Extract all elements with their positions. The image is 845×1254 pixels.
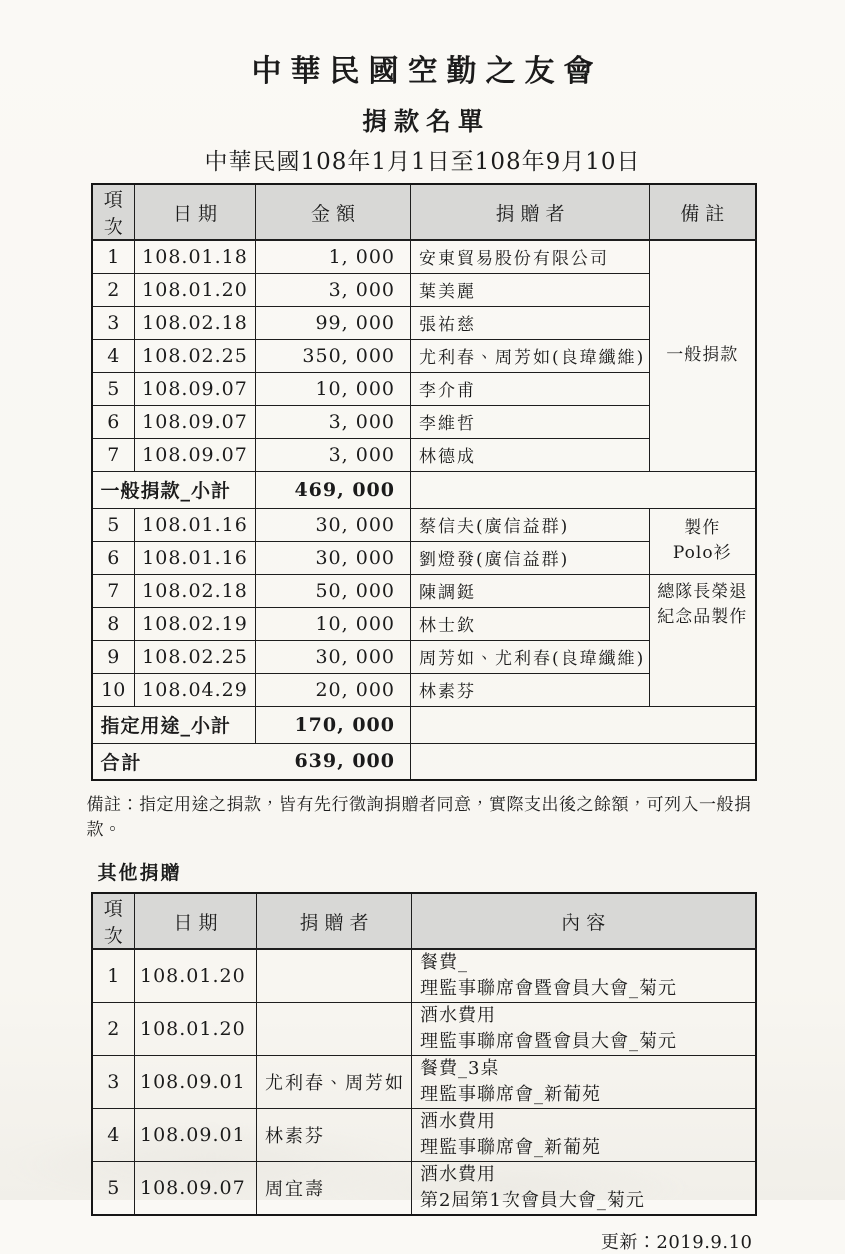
donor-cell: 林德成 <box>411 438 650 471</box>
date-cell: 108.09.01 <box>135 1056 257 1109</box>
item-no-cell: 4 <box>92 1109 135 1162</box>
content-cell <box>412 1056 756 1109</box>
report-date-range: 中華民國108年1月1日至108年9月10日 <box>204 149 641 175</box>
date-cell: 108.01.20 <box>135 949 257 1003</box>
document-subtitle: 捐款名單 <box>361 107 490 136</box>
amount-cell: 50, 000 <box>256 574 411 607</box>
item-no-cell: 5 <box>92 1162 135 1216</box>
other-table-header-row <box>92 893 756 949</box>
header-amount: 金額 <box>256 184 411 240</box>
document-sheet <box>86 0 755 1254</box>
table-row <box>92 574 756 607</box>
date-cell: 108.02.19 <box>135 607 256 640</box>
donor-cell: 葉美麗 <box>411 273 650 306</box>
content-line2: 理監事聯席會_新葡苑 <box>420 1084 601 1105</box>
donor-cell <box>257 949 412 1003</box>
item-no-cell: 9 <box>92 640 135 673</box>
donor-cell: 周宜壽 <box>257 1162 412 1216</box>
header-content: 內容 <box>412 893 756 949</box>
amount-cell: 350, 000 <box>256 339 411 372</box>
grand-total-row <box>92 743 756 780</box>
general-subtotal-row <box>92 471 756 508</box>
date-cell: 108.01.16 <box>135 508 256 541</box>
donor-cell: 安東貿易股份有限公司 <box>411 240 650 273</box>
donor-cell: 蔡信夫(廣信益群) <box>411 508 650 541</box>
item-no-cell: 2 <box>92 273 135 306</box>
header-item-no: 項次 <box>92 893 135 949</box>
designated-subtotal-label: 指定用途_小計 <box>92 706 256 743</box>
empty-cell <box>411 743 756 780</box>
content-line2: 理監事聯席會暨會員大會_菊元 <box>420 1031 677 1052</box>
date-cell: 108.09.01 <box>135 1109 257 1162</box>
updated-timestamp: 更新：2019.9.10 <box>600 1232 753 1253</box>
document-title: 中華民國空勤之友會 <box>251 54 603 89</box>
header-date: 日期 <box>135 893 257 949</box>
date-cell: 108.09.07 <box>135 405 256 438</box>
date-cell: 108.09.07 <box>135 372 256 405</box>
donation-table <box>91 183 757 781</box>
remark-general-donation-cell: 一般捐款 <box>650 240 756 471</box>
donor-cell <box>257 1003 412 1056</box>
amount-cell: 3, 000 <box>256 405 411 438</box>
date-cell: 108.04.29 <box>135 673 256 706</box>
donor-cell: 劉燈發(廣信益群) <box>411 541 650 574</box>
content-line1: 酒水費用 <box>420 1164 496 1185</box>
date-cell: 108.02.18 <box>135 574 256 607</box>
donor-cell: 李維哲 <box>411 405 650 438</box>
date-cell: 108.09.07 <box>135 1162 257 1216</box>
header-remark: 備註 <box>650 184 756 240</box>
table-row <box>92 1162 756 1216</box>
date-cell: 108.01.16 <box>135 541 256 574</box>
amount-cell: 3, 000 <box>256 273 411 306</box>
table-row <box>92 1003 756 1056</box>
date-cell: 108.01.20 <box>135 273 256 306</box>
donor-cell: 李介甫 <box>411 372 650 405</box>
empty-cell <box>411 706 756 743</box>
other-donations-section-title: 其他捐贈 <box>97 862 182 884</box>
date-cell: 108.02.25 <box>135 339 256 372</box>
donor-cell: 尤利春、周芳如(良瑋纖維) <box>411 339 650 372</box>
item-no-cell: 2 <box>92 1003 135 1056</box>
amount-cell: 30, 000 <box>256 640 411 673</box>
date-cell: 108.01.20 <box>135 1003 257 1056</box>
grand-total-cell <box>92 743 411 780</box>
donation-table-header-row <box>92 184 756 240</box>
content-line2: 理監事聯席會暨會員大會_菊元 <box>420 978 677 999</box>
header-date: 日期 <box>135 184 256 240</box>
amount-cell: 10, 000 <box>256 372 411 405</box>
donor-cell: 周芳如、尤利春(良瑋纖維) <box>411 640 650 673</box>
item-no-cell: 6 <box>92 541 135 574</box>
amount-cell: 30, 000 <box>256 508 411 541</box>
item-no-cell: 1 <box>92 949 135 1003</box>
content-cell <box>412 949 756 1003</box>
amount-cell: 20, 000 <box>256 673 411 706</box>
amount-cell: 30, 000 <box>256 541 411 574</box>
grand-total-amount: 639, 000 <box>294 750 395 773</box>
item-no-cell: 4 <box>92 339 135 372</box>
date-cell: 108.01.18 <box>135 240 256 273</box>
item-no-cell: 10 <box>92 673 135 706</box>
content-cell <box>412 1109 756 1162</box>
item-no-cell: 3 <box>92 306 135 339</box>
amount-cell: 3, 000 <box>256 438 411 471</box>
remark-memorial-gift-cell: 總隊長榮退紀念品製作 <box>650 574 756 706</box>
item-no-cell: 3 <box>92 1056 135 1109</box>
item-no-cell: 8 <box>92 607 135 640</box>
amount-cell: 10, 000 <box>256 607 411 640</box>
content-cell <box>412 1162 756 1216</box>
designated-subtotal-amount: 170, 000 <box>256 706 411 743</box>
amount-cell: 99, 000 <box>256 306 411 339</box>
table-row <box>92 240 756 273</box>
item-no-cell: 7 <box>92 438 135 471</box>
donor-cell: 尤利春、周芳如 <box>257 1056 412 1109</box>
table-row <box>92 508 756 541</box>
content-line1: 酒水費用 <box>420 1111 496 1132</box>
date-cell: 108.02.18 <box>135 306 256 339</box>
table-row <box>92 1056 756 1109</box>
amount-cell: 1, 000 <box>256 240 411 273</box>
remark-polo-line1: 製作 <box>684 518 721 538</box>
header-donor: 捐贈者 <box>411 184 650 240</box>
item-no-cell: 6 <box>92 405 135 438</box>
table-row <box>92 949 756 1003</box>
header-item-no: 項次 <box>92 184 135 240</box>
remark-polo-shirt-cell <box>650 508 756 574</box>
header-donor: 捐贈者 <box>257 893 412 949</box>
empty-cell <box>411 471 756 508</box>
table-row <box>92 1109 756 1162</box>
item-no-cell: 7 <box>92 574 135 607</box>
item-no-cell: 1 <box>92 240 135 273</box>
donor-cell: 林素芬 <box>257 1109 412 1162</box>
content-line2: 第2屆第1次會員大會_菊元 <box>420 1190 645 1211</box>
donor-cell: 陳調鋌 <box>411 574 650 607</box>
content-line1: 酒水費用 <box>420 1005 496 1026</box>
footnote: 備註：指定用途之捐款，皆有先行徵詢捐贈者同意，實際支出後之餘額，可列入一般捐款。 <box>86 795 752 840</box>
date-cell: 108.09.07 <box>135 438 256 471</box>
item-no-cell: 5 <box>92 508 135 541</box>
grand-total-label: 合計 <box>100 751 143 774</box>
remark-polo-line2: Polo衫 <box>672 543 732 563</box>
content-cell <box>412 1003 756 1056</box>
item-no-cell: 5 <box>92 372 135 405</box>
content-line1: 餐費_3桌 <box>420 1058 500 1079</box>
designated-subtotal-row <box>92 706 756 743</box>
other-donations-table <box>91 892 757 1216</box>
donor-cell: 林素芬 <box>411 673 650 706</box>
content-line2: 理監事聯席會_新葡苑 <box>420 1137 601 1158</box>
content-line1: 餐費_ <box>420 952 468 973</box>
general-subtotal-label: 一般捐款_小計 <box>92 471 256 508</box>
date-cell: 108.02.25 <box>135 640 256 673</box>
donor-cell: 張祐慈 <box>411 306 650 339</box>
donor-cell: 林士欽 <box>411 607 650 640</box>
general-subtotal-amount: 469, 000 <box>256 471 411 508</box>
